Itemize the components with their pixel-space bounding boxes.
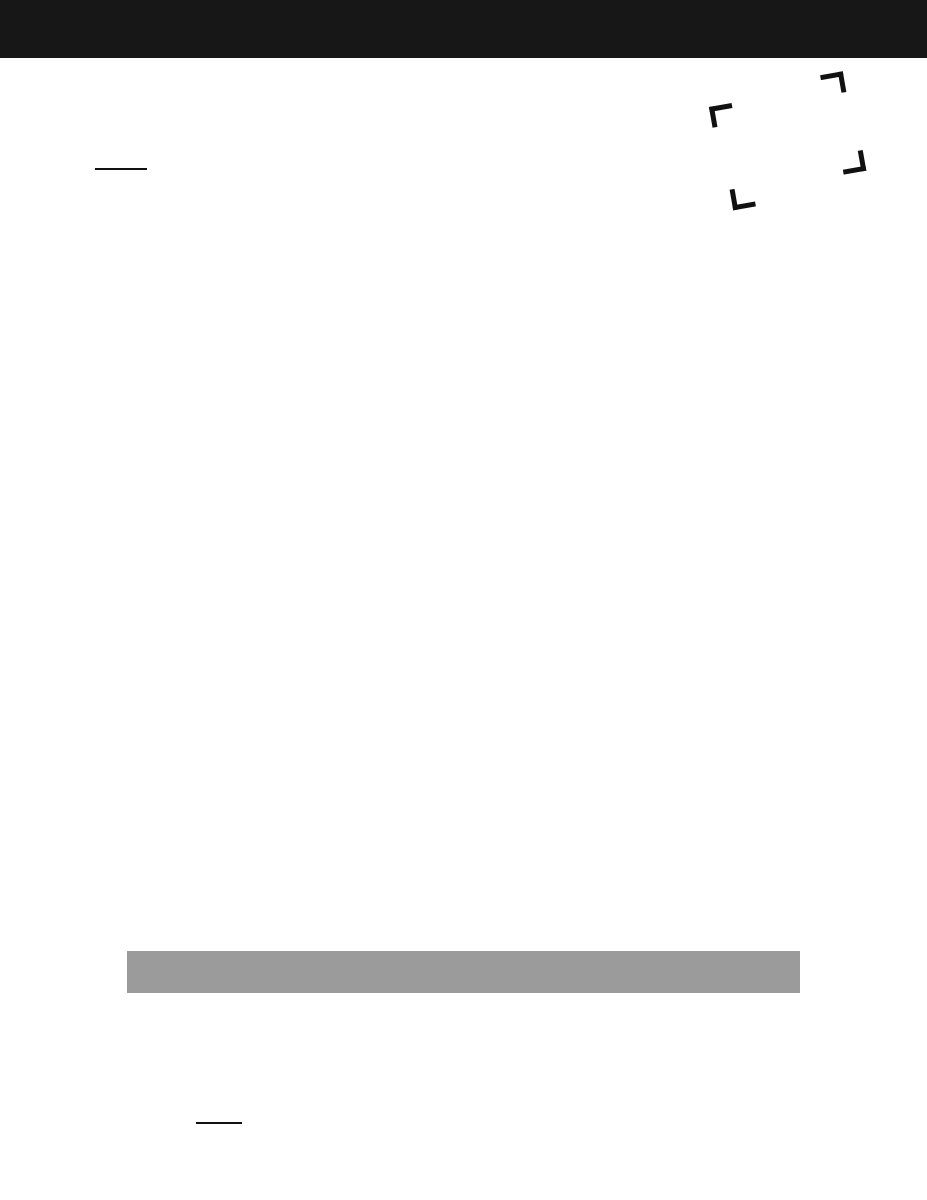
example-answer-blank[interactable] bbox=[196, 1098, 242, 1124]
chord-task-banner bbox=[127, 951, 800, 993]
